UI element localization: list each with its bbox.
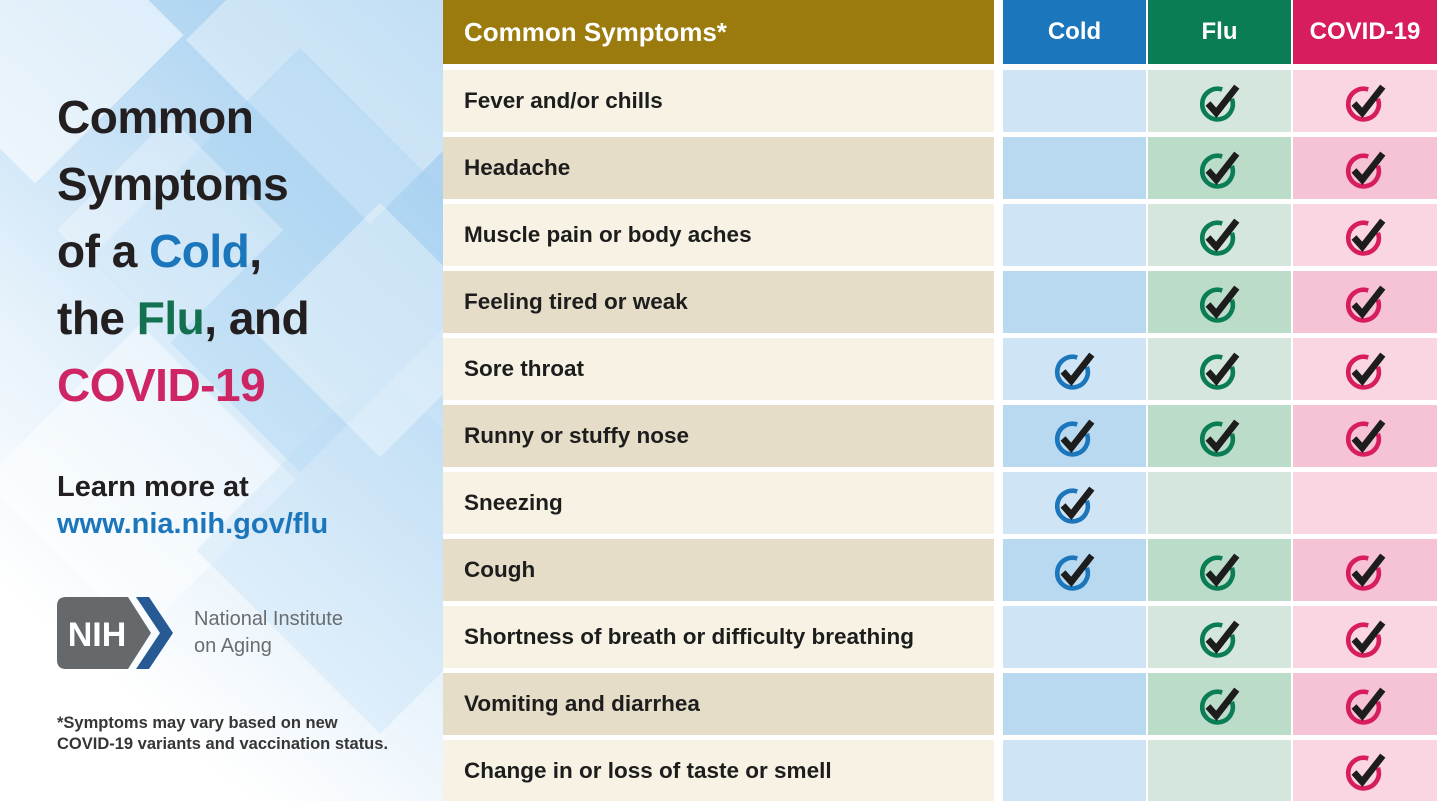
- covid-cell: [1293, 271, 1437, 338]
- nih-acronym: NIH: [67, 616, 127, 654]
- check-icon: [1196, 212, 1243, 259]
- covid-cell: [1293, 405, 1437, 472]
- symptom-label: Sneezing: [464, 490, 563, 515]
- flu-cell: [1148, 740, 1293, 801]
- symptom-label: Runny or stuffy nose: [464, 423, 690, 448]
- sidebar: [0, 0, 443, 801]
- symptom-label-cell: [443, 740, 1003, 801]
- title-segment: of a: [57, 225, 150, 277]
- nih-logo-mark: [57, 597, 173, 669]
- cold-cell: [1003, 539, 1148, 606]
- symptom-label: Shortness of breath or difficulty breathing: [464, 624, 915, 649]
- title-segment: Common: [57, 91, 254, 143]
- covid-cell: [1293, 137, 1437, 204]
- flu-cell: [1148, 539, 1293, 606]
- symptom-label-cell: [443, 606, 1003, 673]
- check-icon: [1342, 413, 1389, 460]
- flu-cell: [1148, 70, 1293, 137]
- cold-cell: [1003, 137, 1148, 204]
- title-segment: Cold: [149, 225, 250, 277]
- symptom-label-cell: [443, 405, 1003, 472]
- check-icon: [1342, 547, 1389, 594]
- covid-cell: [1293, 606, 1437, 673]
- check-icon: [1342, 279, 1389, 326]
- cold-cell: [1003, 271, 1148, 338]
- symptom-label-cell: [443, 338, 1003, 405]
- cold-cell: [1003, 673, 1148, 740]
- symptom-label: Headache: [464, 155, 571, 180]
- check-icon: [1196, 681, 1243, 728]
- title-segment: Symptoms: [57, 158, 289, 210]
- page-title: [57, 84, 309, 419]
- cold-cell: [1003, 472, 1148, 539]
- check-icon: [1196, 413, 1243, 460]
- flu-cell: [1148, 137, 1293, 204]
- check-icon: [1051, 480, 1098, 527]
- cold-cell: [1003, 405, 1148, 472]
- symptom-label-cell: [443, 271, 1003, 338]
- check-icon: [1342, 614, 1389, 661]
- title-segment: COVID-19: [57, 359, 266, 411]
- flu-cell: [1148, 204, 1293, 271]
- covid-cell: [1293, 539, 1437, 606]
- title-segment: Flu: [136, 292, 205, 344]
- check-icon: [1051, 413, 1098, 460]
- title-segment: , and: [204, 292, 310, 344]
- flu-cell: [1148, 271, 1293, 338]
- table-header-cold: Cold: [1003, 0, 1148, 70]
- check-icon: [1196, 78, 1243, 125]
- cold-cell: [1003, 606, 1148, 673]
- check-icon: [1196, 346, 1243, 393]
- check-icon: [1196, 547, 1243, 594]
- symptom-label-cell: [443, 673, 1003, 740]
- title-line: [57, 151, 309, 218]
- flu-cell: [1148, 606, 1293, 673]
- symptom-label: Fever and/or chills: [464, 88, 663, 113]
- flu-cell: [1148, 338, 1293, 405]
- check-icon: [1342, 346, 1389, 393]
- symptom-label: Vomiting and diarrhea: [464, 691, 700, 716]
- check-icon: [1196, 614, 1243, 661]
- cold-cell: [1003, 204, 1148, 271]
- table-header-flu: Flu: [1148, 0, 1293, 70]
- check-icon: [1196, 145, 1243, 192]
- table-header-covid: COVID-19: [1293, 0, 1437, 70]
- title-segment: the: [57, 292, 137, 344]
- title-line: [57, 84, 309, 151]
- cold-cell: [1003, 338, 1148, 405]
- flu-cell: [1148, 405, 1293, 472]
- symptom-label-cell: [443, 204, 1003, 271]
- covid-cell: [1293, 204, 1437, 271]
- footnote-line2: COVID-19 variants and vaccination status.: [57, 735, 389, 753]
- symptom-label: Sore throat: [464, 356, 585, 381]
- title-line: [57, 352, 309, 419]
- symptom-label-cell: [443, 70, 1003, 137]
- learn-more-label: Learn more at: [57, 471, 249, 503]
- covid-cell: [1293, 472, 1437, 539]
- title-segment: ,: [249, 225, 262, 277]
- symptom-label-cell: [443, 472, 1003, 539]
- symptom-label: Feeling tired or weak: [464, 289, 688, 314]
- check-icon: [1342, 78, 1389, 125]
- institute-name-line1: National Institute: [194, 608, 343, 630]
- learn-more: [57, 469, 328, 543]
- footnote-line1: *Symptoms may vary based on new: [57, 714, 338, 732]
- footnote: [57, 713, 388, 755]
- symptom-label-cell: [443, 539, 1003, 606]
- nih-logo: [57, 597, 343, 669]
- flu-cell: [1148, 673, 1293, 740]
- covid-cell: [1293, 740, 1437, 801]
- symptom-label: Cough: [464, 557, 536, 582]
- table-header-symptoms: Common Symptoms*: [443, 0, 1003, 70]
- check-icon: [1196, 279, 1243, 326]
- covid-cell: [1293, 338, 1437, 405]
- covid-cell: [1293, 70, 1437, 137]
- check-icon: [1051, 346, 1098, 393]
- cold-cell: [1003, 740, 1148, 801]
- title-line: [57, 285, 309, 352]
- title-line: [57, 218, 309, 285]
- symptom-label: Muscle pain or body aches: [464, 222, 752, 247]
- symptom-label-cell: [443, 137, 1003, 204]
- check-icon: [1342, 212, 1389, 259]
- check-icon: [1342, 747, 1389, 794]
- covid-cell: [1293, 673, 1437, 740]
- symptom-comparison-table: [443, 0, 1437, 801]
- check-icon: [1342, 681, 1389, 728]
- symptom-label: Change in or loss of taste or smell: [464, 757, 832, 783]
- cold-cell: [1003, 70, 1148, 137]
- flu-cell: [1148, 472, 1293, 539]
- check-icon: [1051, 547, 1098, 594]
- institute-name: [194, 606, 343, 660]
- check-icon: [1342, 145, 1389, 192]
- learn-more-link[interactable]: www.nia.nih.gov/flu: [57, 508, 329, 540]
- institute-name-line2: on Aging: [194, 635, 272, 657]
